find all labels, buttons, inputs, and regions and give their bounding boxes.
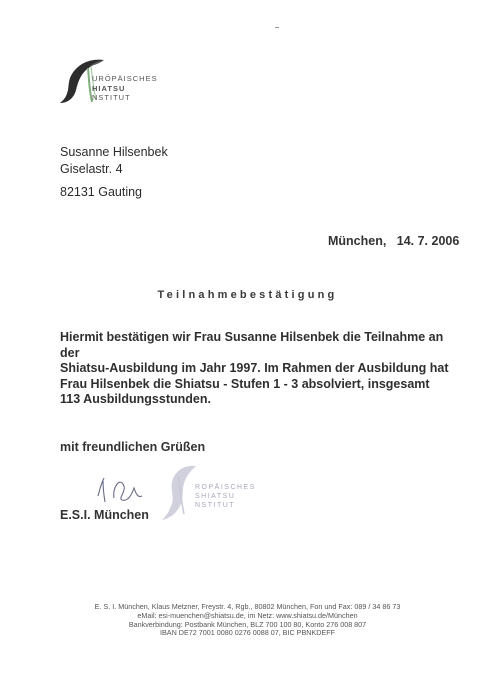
recipient-city: 82131 Gauting (60, 185, 143, 199)
recipient-street: Giselastr. 4 (60, 162, 123, 176)
logo-line-3: NSTITUT (92, 93, 131, 102)
footer-iban: IBAN DE72 7001 0080 0276 0088 07, BIC PBNKDEFF (160, 628, 335, 638)
stamp-line-3: NSTITUT (195, 502, 236, 509)
recipient-name: Susanne Hilsenbek (60, 145, 168, 159)
sender-name: E.S.I. München (60, 508, 149, 522)
stamp-line-1: ROPÄISCHES (195, 484, 256, 491)
logo-line-2: HIATSU (92, 83, 126, 93)
scan-speck (275, 27, 279, 28)
closing-greeting: mit freundlichen Grüßen (60, 440, 206, 454)
date-line: München, 14. 7. 2006 (328, 234, 460, 248)
letterhead-footer (0, 603, 495, 638)
footer-bank: Bankverbindung: Postbank München, BLZ 700 100 80, Konto 276 008 807 (128, 619, 367, 629)
logo-wordmark (92, 74, 158, 103)
logo-line-1: URÖPÄISCHES (92, 74, 158, 83)
stamp-wordmark (195, 483, 256, 510)
document-title: Teilnahmebestätigung (157, 289, 338, 301)
footer-address: E. S. I. München, Klaus Metzner, Freystr. 4, Rgb., 80802 München, Fon und Fax: 089 / 34 86 73 (94, 602, 401, 611)
confirmation-body: Hiermit bestätigen wir Frau Susanne Hilsenbek die Teilnahme an der Shiatsu-Ausbildung im Jahr 1997. Im Rahmen der Ausbildung hat Frau Hilsenbek die Shiatsu - Stufen 1 - 3 absolviert, insgesamt 113 Ausbildungsstunden. (60, 330, 449, 406)
footer-contact: eMail: esi-muenchen@shiatsu.de, im Netz: www.shiatsu.de/München (137, 610, 358, 620)
stamp-line-2: SHIATSU (195, 493, 236, 500)
